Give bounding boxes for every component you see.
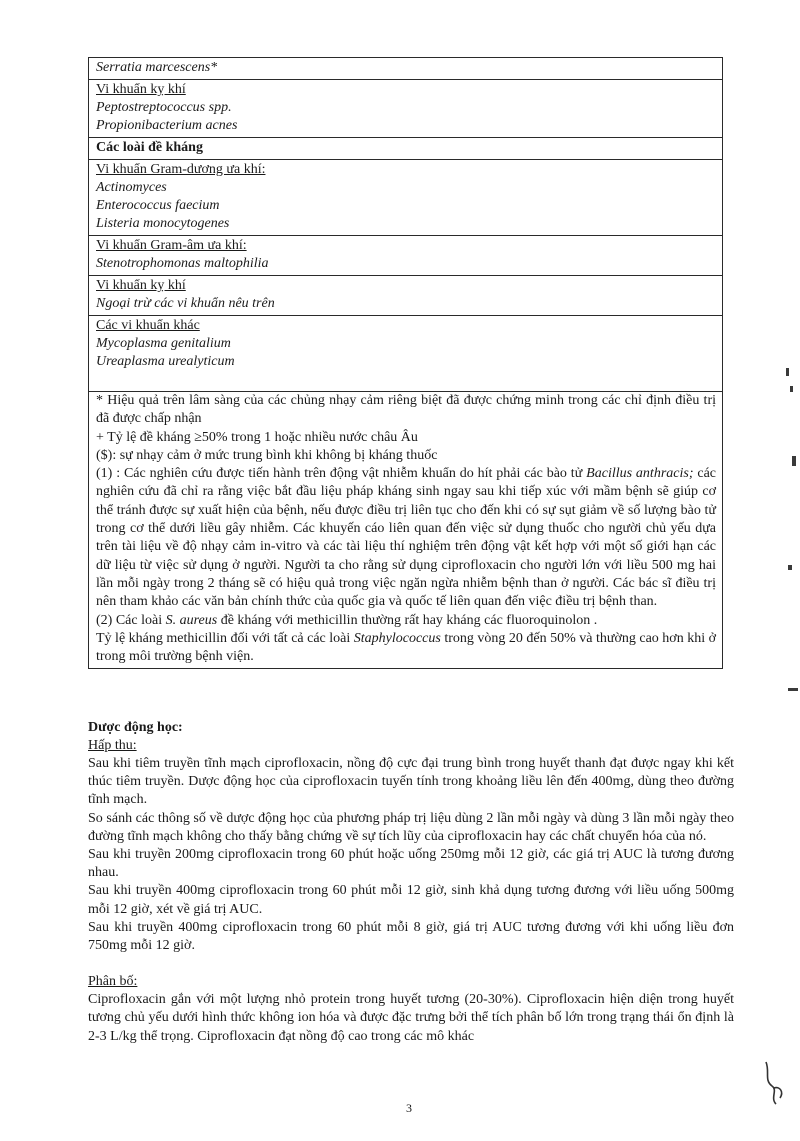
organism-name: Ngoại trừ các vi khuẩn nêu trên [96, 296, 275, 311]
pharmacokinetics-section [88, 718, 734, 1046]
spectrum-table-row [89, 275, 722, 315]
spectrum-table-row [89, 57, 722, 79]
scan-mark [788, 688, 798, 691]
pharmacokinetics-heading: Dược động học: [88, 720, 183, 735]
organism-group-label: Vi khuẩn Gram-âm ưa khí: [96, 238, 247, 253]
organism-name: Stenotrophomonas maltophilia [96, 256, 269, 271]
scan-mark [792, 456, 796, 466]
spectrum-table-rows [89, 57, 722, 391]
spectrum-table [88, 57, 723, 669]
category-heading: Các loài đề kháng [96, 140, 203, 155]
organism-name: Actinomyces [96, 180, 167, 195]
organism-name: Serratia marcescens* [96, 60, 218, 75]
footnote-methicillin-text-b: trong vòng 20 đến 50% và thường cao hơn khi ở trong môi trường bệnh viện. [96, 630, 717, 665]
absorption-paragraph: Sau khi truyền 400mg ciprofloxacin trong 60 phút mỗi 8 giờ, giá trị AUC tương đương với khi uống liều đơn 750mg mỗi 12 giờ. [88, 919, 734, 954]
organism-name: Ureaplasma urealyticum [96, 354, 235, 369]
absorption-paragraph: So sánh các thông số về dược động học của phương pháp trị liệu dùng 2 lần mỗi ngày và dùng 3 lần mỗi ngày theo đường tĩnh mạch không cho thấy bằng chứng về sự tích lũy của ciprofloxacin hay các chất chuyển hóa của nó. [88, 810, 734, 844]
scan-mark [786, 368, 789, 376]
footnote-anthrax-species: Bacillus anthracis; [586, 466, 694, 482]
footnote-s-aureus-text-a: (2) Các loài [96, 612, 166, 628]
distribution-heading: Phân bố: [88, 974, 138, 990]
footnote-s-aureus-species: S. aureus [165, 612, 218, 628]
footnote-methicillin-genus: Staphylococcus [353, 630, 441, 646]
footnote-anthrax [96, 465, 716, 611]
spectrum-table-row [89, 79, 722, 137]
table-footnotes [89, 391, 722, 669]
absorption-paragraph: Sau khi tiêm truyền tĩnh mạch ciprofloxacin, nồng độ cực đại trung bình trong huyết thanh đạt được ngay khi kết thúc tiêm truyền. Dược động học của ciprofloxacin tuyến tính trong khoảng liều lên đến 400mg, dùng theo đường tĩnh mạch. [88, 756, 734, 808]
organism-name: Enterococcus faecium [96, 198, 220, 213]
footnote-intermediate-sensitivity: ($): sự nhạy cảm ở mức trung bình khi không bị kháng thuốc [96, 447, 438, 463]
footnote-methicillin-rate [96, 630, 716, 667]
footnote-clinical-efficacy: * Hiệu quả trên lâm sàng của các chủng nhạy cảm riêng biệt đã được chứng minh trong các chỉ định điều trị đã được chấp nhận [96, 393, 716, 427]
organism-name: Listeria monocytogenes [96, 216, 230, 231]
footnote-methicillin-text-a: Tỷ lệ kháng methicillin đối với tất cả các loài [96, 630, 354, 646]
scan-mark [790, 386, 793, 392]
absorption-paragraph: Sau khi truyền 200mg ciprofloxacin trong 60 phút hoặc uống 250mg mỗi 12 giờ, các giá trị AUC là tương đương nhau. [88, 847, 734, 881]
organism-group-label: Vi khuẩn kỵ khí [96, 82, 186, 97]
organism-name: Mycoplasma genitalium [96, 336, 231, 351]
organism-name: Propionibacterium acnes [96, 118, 238, 133]
footnote-anthrax-text-a: (1) : Các nghiên cứu được tiến hành trên động vật nhiễm khuẩn do hít phải các bào tử [96, 466, 587, 482]
spectrum-table-row [89, 235, 722, 275]
absorption-heading: Hấp thu: [88, 738, 137, 753]
spectrum-table-row [89, 159, 722, 235]
footnote-s-aureus [96, 612, 716, 630]
absorption-paragraph: Sau khi truyền 400mg ciprofloxacin trong 60 phút mỗi 12 giờ, sinh khả dụng tương đương với liều uống 500mg mỗi 12 giờ, xét về giá trị AUC. [88, 883, 734, 917]
spectrum-table-row [89, 137, 722, 159]
footnote-s-aureus-text-b: đề kháng với methicillin thường rất hay kháng các fluoroquinolon . [217, 612, 598, 628]
organism-name: Peptostreptococcus spp. [96, 100, 232, 115]
organism-group-label: Vi khuẩn Gram-dương ưa khí: [96, 162, 266, 177]
spectrum-table-row [89, 315, 722, 391]
footnote-resistance-rate: + Tỷ lệ đề kháng ≥50% trong 1 hoặc nhiều nước châu Âu [96, 429, 418, 445]
scan-mark [788, 565, 792, 570]
organism-group-label: Các vi khuẩn khác [96, 318, 200, 333]
organism-group-label: Vi khuẩn kỵ khí [96, 278, 186, 293]
handwritten-signature-icon [760, 1058, 790, 1108]
footnote-anthrax-text-b: các nghiên cứu đã chỉ ra rằng việc bắt đầu liệu pháp kháng sinh ngay sau khi tiếp xúc với mầm bệnh sẽ giúp cơ thể tránh được sự xuất hiện của bệnh, nếu được điều trị liên tục cho đến khi có sự sụt giảm về số lượng bào tử trong cơ thể dưới liều gây nhiễm. Các khuyến cáo liên quan đến việc sử dụng thuốc cho người chủ yếu dựa trên tài liệu về độ nhạy cảm in-vitro và các tài liệu thí nghiệm trên động vật kết hợp với một số giới hạn các dữ liệu từ việc sử dụng ở người. Người ta cho rằng sử dụng ciprofloxacin cho người lớn với liều 500 mg hai lần mỗi ngày trong 2 tháng sẽ có hiệu quả trong việc ngăn ngừa nhiễm bệnh than ở người. Các bác sĩ điều trị nên tham khảo các văn bản chính thức của quốc gia và quốc tế liên quan đến việc điều trị bệnh than. [96, 466, 716, 610]
row-spacer [96, 371, 722, 389]
page-number: 3 [406, 1101, 412, 1115]
distribution-paragraph: Ciprofloxacin gắn với một lượng nhỏ protein trong huyết tương (20-30%). Ciprofloxacin hiện diện trong huyết tương chủ yếu dưới hình thức không ion hóa và được đặc trưng bởi thể tích phân bố lớn trong trạng thái ổn định là 2-3 L/kg thể trọng. Ciprofloxacin đạt nồng độ cao trong các mô khác [88, 992, 734, 1044]
